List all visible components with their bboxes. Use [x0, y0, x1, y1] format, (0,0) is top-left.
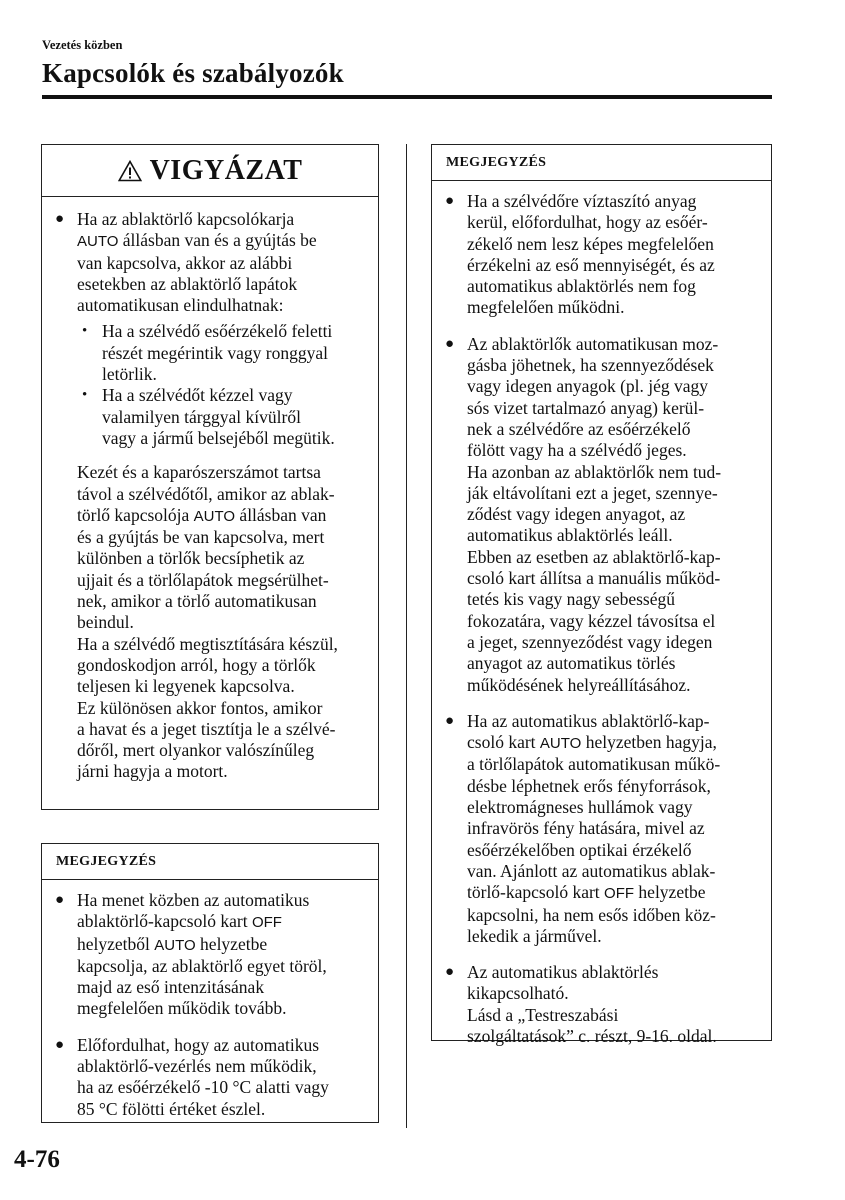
text-segment: helyzetbe — [634, 882, 706, 903]
note-bullet — [42, 1035, 378, 1120]
warning-paragraph — [77, 462, 378, 782]
page-number: 4-76 — [14, 1146, 60, 1173]
text-line: Az ablaktörlők automatikusan moz- — [467, 333, 719, 354]
note-bullet — [432, 711, 771, 947]
text-line: Ez különösen akkor fontos, amikor — [77, 697, 323, 718]
text-segment: ablaktörlő-kapcsoló kart — [77, 911, 252, 932]
text-line: ablaktörlő-vezérlés nem működik, — [77, 1056, 317, 1077]
bullet-icon: • — [82, 387, 88, 404]
text-line: désbe léphetnek erős fényforrások, — [467, 775, 711, 796]
note-bullet — [42, 890, 378, 1020]
bullet-icon: ● — [55, 1036, 65, 1053]
text-line: fokozatára, vagy kézzel távosítsa el — [467, 610, 716, 631]
text-line: ujjait és a törlőlapátok megsérülhet- — [77, 569, 329, 590]
warning-triangle-icon — [118, 160, 142, 182]
bullet-icon: ● — [55, 892, 65, 908]
bullet-icon: ● — [445, 193, 455, 209]
warning-body — [42, 197, 378, 783]
text-line: automatikus ablaktörlés nem fog — [467, 276, 696, 297]
text-line: szolgáltatások” c. részt, 9-16. oldal. — [467, 1025, 717, 1046]
switch-position-label: AUTO — [77, 233, 119, 251]
text-line — [77, 230, 378, 252]
warning-title: VIGYÁZAT — [149, 154, 303, 186]
text-line: a törlőlapátok automatikusan műkö- — [467, 754, 721, 775]
warning-box — [41, 144, 379, 810]
text-block — [102, 321, 378, 385]
text-line: érzékelni az eső mennyiségét, és az — [467, 254, 715, 275]
switch-position-label: AUTO — [154, 936, 196, 954]
section-label: Vezetés közben — [42, 38, 123, 52]
note-header: MEGJEGYZÉS — [432, 145, 771, 181]
text-line — [77, 911, 378, 933]
text-line: infravörös fény hatására, mivel az — [467, 818, 705, 839]
note-bullet — [432, 334, 771, 696]
text-line: és a gyújtás be van kapcsolva, mert — [77, 527, 325, 548]
text-block — [77, 1035, 378, 1120]
note-box-right — [431, 144, 772, 1046]
bullet-icon: ● — [55, 211, 65, 227]
switch-position-label: AUTO — [539, 735, 582, 753]
text-block — [77, 890, 378, 1020]
text-segment: helyzetből — [77, 933, 155, 954]
text-line: fölött vagy ha a szélvédő jeges. — [467, 440, 687, 461]
text-block — [467, 191, 771, 319]
text-line — [467, 732, 771, 754]
text-line: Ha az ablaktörlő kapcsolókarja — [77, 209, 295, 229]
text-segment: helyzetben hagyja, — [581, 732, 717, 753]
text-line: gásba jöhetnek, ha szennyeződések — [467, 355, 714, 376]
text-line: dőről, mert olyankor valószínűleg — [77, 740, 315, 761]
text-line: megfelelően működik tovább. — [77, 998, 287, 1019]
note-body — [42, 880, 378, 1120]
bullet-icon: • — [82, 323, 88, 340]
text-line: Kezét és a kaparószerszámot tartsa — [77, 462, 321, 483]
text-line: Ha a szélvédőt kézzel vagy — [102, 385, 293, 406]
text-line — [77, 934, 378, 956]
text-line: nek a szélvédőre az esőérzékelő — [467, 418, 691, 439]
text-line: kapcsolni, ha nem esős időben köz- — [467, 904, 716, 925]
column-divider — [406, 144, 407, 1128]
text-block — [467, 962, 771, 1047]
warning-bullet — [42, 209, 378, 783]
text-line: Az automatikus ablaktörlés — [467, 962, 659, 983]
bullet-icon: ● — [445, 964, 455, 981]
text-line: kerül, előfordulhat, hogy az esőér- — [467, 212, 708, 233]
bullet-icon: ● — [445, 335, 455, 352]
text-block — [467, 334, 771, 696]
text-line: van kapcsolva, akkor az alábbi — [77, 252, 293, 273]
note-body — [432, 181, 771, 1047]
text-line: működésének helyreállításához. — [467, 674, 691, 695]
text-line: a havat és a jeget tisztítja le a szélvé- — [77, 718, 336, 739]
text-line: elektromágneses hullámok vagy — [467, 797, 693, 818]
text-line: automatikusan elindulhatnak: — [77, 295, 284, 316]
text-line: megfelelően működni. — [467, 297, 625, 318]
text-segment: csoló kart — [467, 732, 540, 753]
page-title: Kapcsolók és szabályozók — [42, 58, 344, 88]
text-line: vagy idegen anyagok (pl. jég vagy — [467, 376, 709, 397]
text-line: vagy a jármű belsejéből megütik. — [102, 427, 335, 448]
note-bullet — [432, 191, 771, 319]
note-header: MEGJEGYZÉS — [42, 844, 378, 880]
note-box-left — [41, 843, 379, 1123]
text-line: járni hagyja a motort. — [77, 761, 228, 782]
text-line: részét megérintik vagy ronggyal — [102, 342, 328, 363]
text-line: anyagot az automatikus törlés — [467, 653, 676, 674]
text-line: a jeget, szennyeződést vagy idegen — [467, 631, 713, 652]
text-line: automatikus ablaktörlés leáll. — [467, 525, 673, 546]
warning-header — [42, 145, 378, 197]
text-line: tetés kis vagy nagy sebességű — [467, 589, 676, 610]
text-line: csoló kart állítsa a manuális működ- — [467, 568, 721, 589]
title-rule — [42, 95, 772, 99]
bullet-icon: ● — [445, 712, 455, 729]
warning-sub-bullet — [77, 385, 378, 449]
text-line: Előfordulhat, hogy az automatikus — [77, 1034, 320, 1055]
text-line: sós vizet tartalmazó anyag) kerül- — [467, 397, 705, 418]
text-block — [77, 209, 378, 316]
text-block — [467, 711, 771, 947]
text-segment: helyzetbe — [195, 933, 268, 954]
text-line: majd az eső intenzitásának — [77, 977, 265, 998]
text-line: van. Ajánlott az automatikus ablak- — [467, 860, 716, 881]
text-line: Ha a szélvédő megtisztítására készül, — [77, 633, 338, 654]
text-line: Ha a szélvédő esőérzékelő feletti — [102, 321, 333, 342]
text-segment: törlő-kapcsoló kart — [467, 882, 605, 903]
switch-position-label: AUTO — [193, 507, 236, 525]
text-line: ződést vagy idegen anyagot, az — [467, 504, 686, 525]
text-line: Ha azonban az ablaktörlők nem tud- — [467, 461, 722, 482]
text-line: letörlik. — [102, 364, 157, 385]
text-line: beindul. — [77, 612, 134, 633]
text-line: Lásd a „Testreszabási — [467, 1004, 619, 1025]
text-line: kapcsolja, az ablaktörlő egyet töröl, — [77, 955, 327, 976]
text-line: lekedik a járművel. — [467, 925, 602, 946]
text-line: teljesen ki legyenek kapcsolva. — [77, 676, 295, 697]
text-line: nek, amikor a törlő automatikusan — [77, 591, 317, 612]
switch-position-label: OFF — [251, 914, 282, 932]
text-line: Ha a szélvédőre víztaszító anyag — [467, 191, 697, 211]
text-line: esőérzékelőben optikai érzékelő — [467, 839, 692, 860]
text-line: távol a szélvédőtől, amikor az ablak- — [77, 483, 335, 504]
text-line: Ha menet közben az automatikus — [77, 890, 310, 910]
text-line: Ha az automatikus ablaktörlő-kap- — [467, 710, 710, 731]
text-line: esetekben az ablaktörlő lapátok — [77, 273, 298, 294]
text-line — [77, 505, 378, 527]
text-line: különben a törlők becsíphetik az — [77, 548, 305, 569]
warning-sub-bullet — [77, 321, 378, 385]
text-block — [102, 385, 378, 449]
text-line: 85 °C fölötti értéket észlel. — [77, 1098, 266, 1119]
text-segment: állásban van és a gyújtás be — [118, 230, 317, 251]
note-bullet — [432, 962, 771, 1047]
text-line: kikapcsolható. — [467, 983, 569, 1004]
text-line — [467, 882, 771, 904]
text-segment: állásban van — [235, 504, 327, 525]
text-line: Ebben az esetben az ablaktörlő-kap- — [467, 546, 721, 567]
text-line: ják eltávolítani ezt a jeget, szennye- — [467, 482, 718, 503]
text-line: gondoskodjon arról, hogy a törlők — [77, 654, 316, 675]
text-line: ha az esőérzékelő -10 °C alatti vagy — [77, 1077, 329, 1098]
text-line: zékelő nem lesz képes megfelelően — [467, 233, 714, 254]
switch-position-label: OFF — [604, 885, 635, 903]
text-line: valamilyen tárggyal kívülről — [102, 406, 301, 427]
text-segment: törlő kapcsolója — [77, 504, 194, 525]
